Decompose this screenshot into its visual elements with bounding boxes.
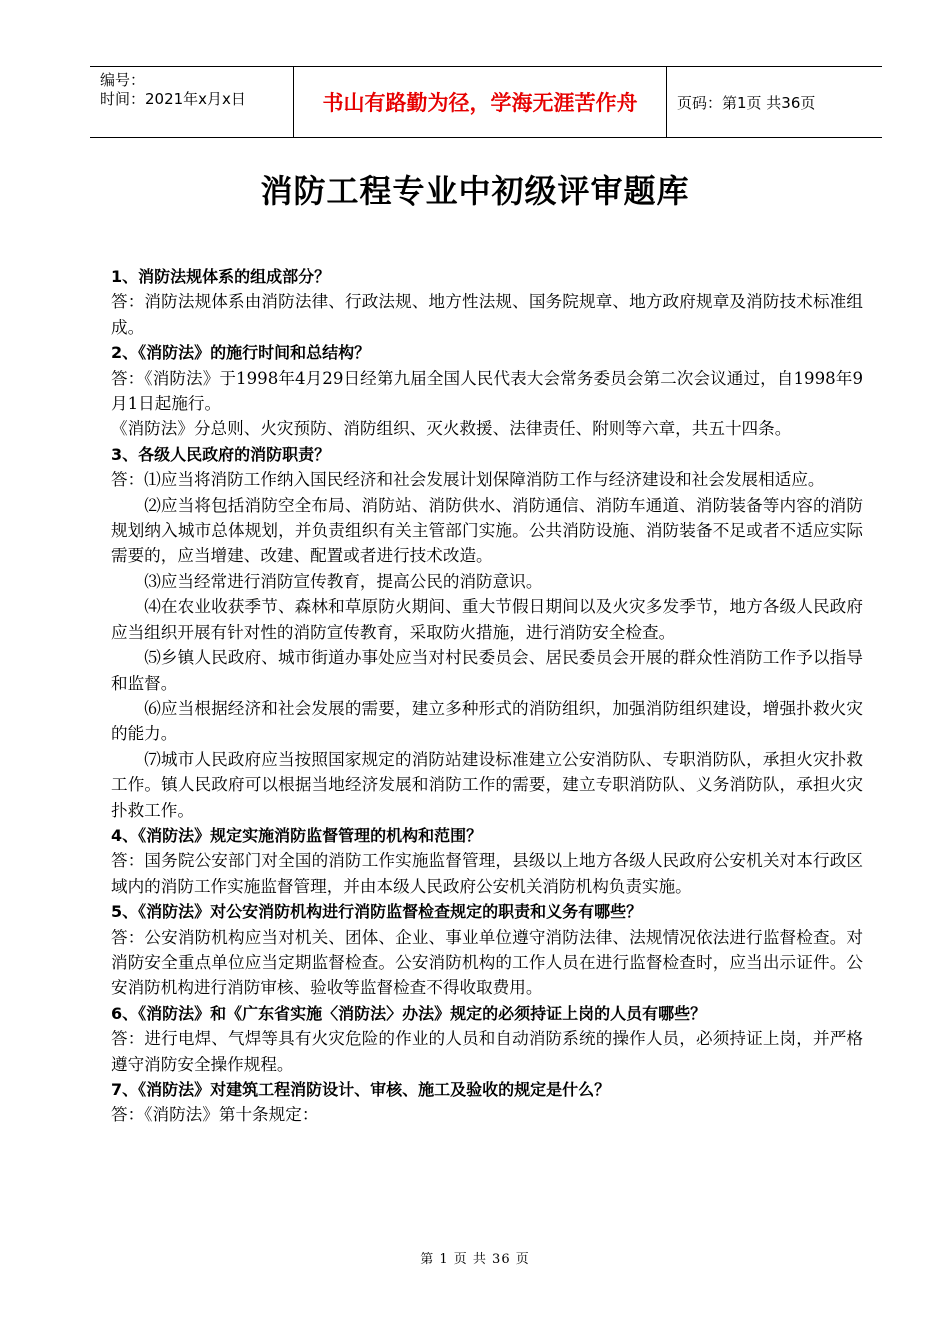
- answer-item: ⑸乡镇人民政府、城市街道办事处应当对村民委员会、居民委员会开展的群众性消防工作予以指导和监督。: [111, 648, 863, 693]
- page-header: [90, 66, 882, 138]
- header-page-number: 页码：第1页 共36页: [677, 93, 816, 112]
- document-title: 消防工程专业中初级评审题库: [260, 172, 690, 210]
- answer-paragraph: 答：⑴应当将消防工作纳入国民经济和社会发展计划保障消防工作与经济建设和社会发展相适应。: [111, 470, 825, 490]
- answer-item: ⑶应当经常进行消防宣传教育，提高公民的消防意识。: [144, 571, 543, 591]
- document-number-label: 编号：: [100, 71, 146, 89]
- question-heading: 6、《消防法》和《广东省实施〈消防法〉办法》规定的必须持证上岗的人员有哪些？: [111, 1003, 707, 1023]
- document-body: [111, 264, 863, 1128]
- answer-paragraph: 《消防法》分总则、火灾预防、消防组织、灭火救援、法律责任、附则等六章，共五十四条。: [111, 419, 792, 439]
- header-meta: [90, 67, 293, 137]
- answer-item: ⑹应当根据经济和社会发展的需要，建立多种形式的消防组织，加强消防组织建设，增强扑救火灾的能力。: [111, 698, 863, 744]
- answer-paragraph: 答：《消防法》于1998年4月29日经第九届全国人民代表大会常务委员会第二次会议通过，自1998年9月1日起施行。: [111, 368, 863, 414]
- question-heading: 7、《消防法》对建筑工程消防设计、审核、施工及验收的规定是什么？: [111, 1080, 611, 1099]
- answer-paragraph: 答：《消防法》第十条规定：: [111, 1105, 319, 1125]
- page-footer: 第 1 页 共 36 页: [420, 1252, 530, 1267]
- document-time-label: 时间：2021年x月x日: [100, 90, 246, 108]
- question-heading: 3、各级人民政府的消防职责？: [111, 444, 331, 464]
- answer-item: ⑷在农业收获季节、森林和草原防火期间、重大节假日期间以及火灾多发季节，地方各级人民政府应当组织开展有针对性的消防宣传教育，采取防火措施，进行消防安全检查。: [111, 597, 863, 642]
- question-heading: 4、《消防法》规定实施消防监督管理的机构和范围？: [111, 825, 483, 845]
- question-heading: 2、《消防法》的施行时间和总结构？: [111, 343, 371, 363]
- answer-item: ⑺城市人民政府应当按照国家规定的消防站建设标准建立公安消防队、专职消防队，承担火灾扑救工作。镇人民政府可以根据当地经济发展和消防工作的需要，建立专职消防队、义务消防队，承担火灾扑救工作。: [111, 749, 863, 820]
- header-motto: 书山有路勤为径，学海无涯苦作舟: [293, 67, 667, 137]
- question-heading: 5、《消防法》对公安消防机构进行消防监督检查规定的职责和义务有哪些？: [111, 902, 643, 922]
- answer-item: ⑵应当将包括消防空全布局、消防站、消防供水、消防通信、消防车通道、消防装备等内容的消防规划纳入城市总体规划，并负责组织有关主管部门实施。公共消防设施、消防装备不足或者不适应实际需要的，应当增建、改建、配置或者进行技术改造。: [111, 495, 863, 566]
- answer-paragraph: 答：进行电焊、气焊等具有火灾危险的作业的人员和自动消防系统的操作人员，必须持证上岗，并严格遵守消防安全操作规程。: [111, 1029, 863, 1074]
- answer-paragraph: 答：国务院公安部门对全国的消防工作实施监督管理，县级以上地方各级人民政府公安机关对本行政区域内的消防工作实施监督管理，并由本级人民政府公安机关消防机构负责实施。: [111, 851, 863, 896]
- answer-paragraph: 答：消防法规体系由消防法律、行政法规、地方性法规、国务院规章、地方政府规章及消防技术标准组成。: [111, 292, 863, 337]
- answer-paragraph: 答：公安消防机构应当对机关、团体、企业、事业单位遵守消防法律、法规情况依法进行监督检查。对消防安全重点单位应当定期监督检查。公安消防机构的工作人员在进行监督检查时，应当出示证件。公安消防机构进行消防审核、验收等监督检查不得收取费用。: [111, 927, 863, 998]
- question-heading: 1、消防法规体系的组成部分？: [111, 267, 331, 286]
